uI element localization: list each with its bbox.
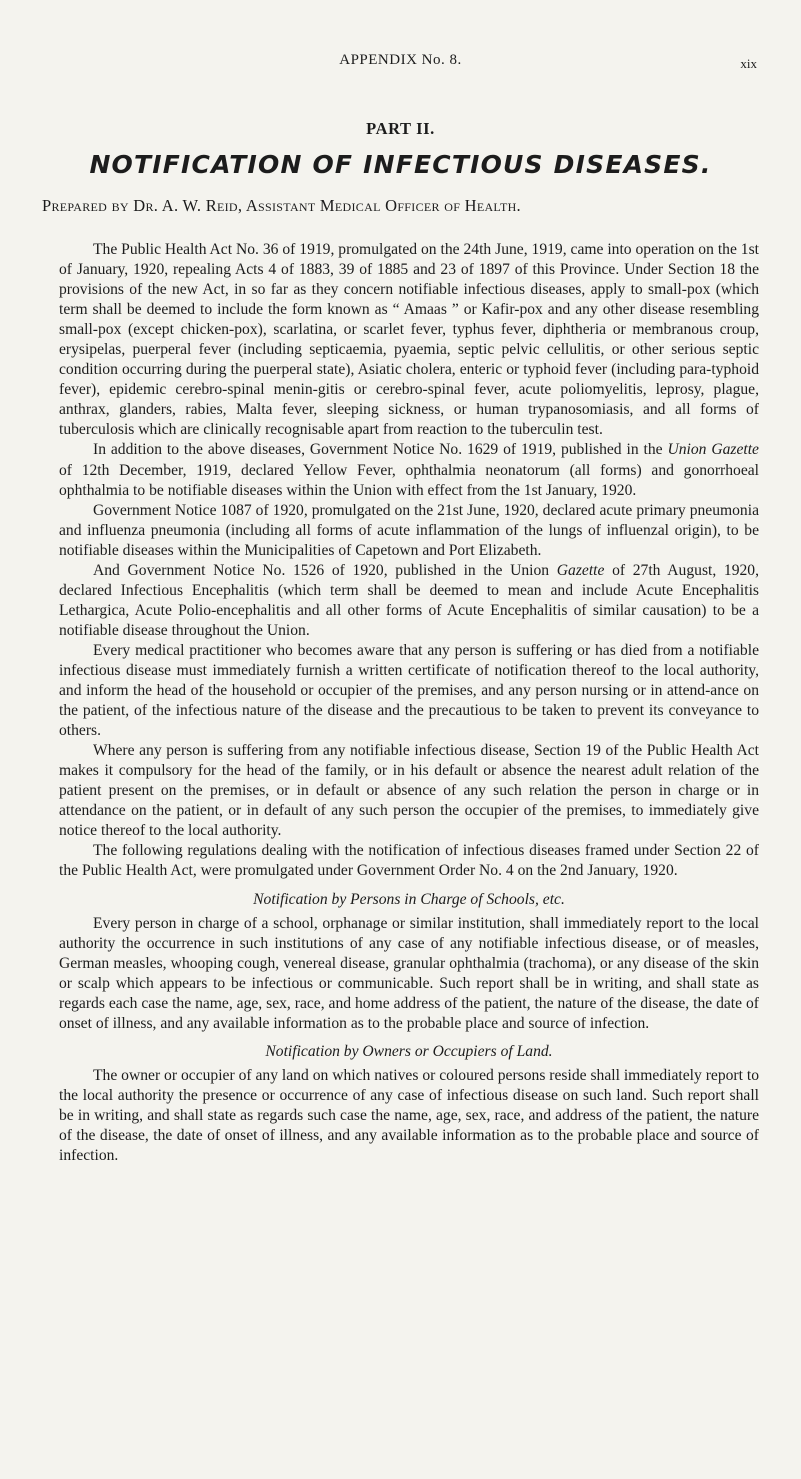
paragraph-section-19: Where any person is suffering from any notifiable infectious disease, Section 19 of the Public Health Act makes it compulsory for the head of the family, or in his default or absence the nearest adult relation of the patient present on the premises, or in default or absence of any such relation the person in charge or in attendance on the patient, or in default of any such person the occupier of the premises, to immediately give notice thereof to the local authority. xyxy=(59,742,759,840)
text-span: of 12th December, 1919, declared Yellow Fever, ophthalmia neonatorum (all forms) and gonorrhoeal ophthalmia to be notifiable diseases within the Union with effect from the 1st January, 1920. xyxy=(59,461,759,499)
paragraph-schools: Every person in charge of a school, orphanage or similar institution, shall immediately report to the local authority the occurrence in such institutions of any case of any notifiable infectious disease, or of measles, German measles, whooping cough, venereal disease, granular ophthalmia (trachoma), or any disease of the skin or scalp which appears to be infectious or communicable. Such report shall be in writing, and shall state as regards each case the name, age, sex, race, and home address of the patient, the nature of the disease, the date of onset of illness, and any available information as to the probable place and source of infection. xyxy=(59,914,759,1032)
page-number: xix xyxy=(740,56,757,71)
paragraph-public-health-act: The Public Health Act No. 36 of 1919, promulgated on the 24th June, 1919, came into operation on the 1st of January, 1920, repealing Acts 4 of 1883, 39 of 1885 and 23 of 1897 of this Province. Under Section 18 the provisions of the new Act, in so far as they concern notifiable infectious diseases, apply to small-pox (which term shall be deemed to include the form known as “ Amaas ” or Kafir-pox and any other disease resembling small-pox (except chicken-pox), scarlatina, or scarlet fever, typhus fever, diphtheria or membranous croup, erysipelas, puerperal fever (including septicaemia, pyaemia, septic pelvic cellulitis, or other serious septic condition occurring during the puerperal state), Asiatic cholera, enteric or typhoid fever (including para-typhoid fever), epidemic cerebro-spinal menin-gitis or cerebro-spinal fever, acute poliomyelitis, leprosy, plague, anthrax, glanders, rabies, Malta fever, sleeping sickness, or human trypanosomiasis, and all forms of tuberculosis which are clinically recognisable apart from reaction to the tuberculin test. xyxy=(59,241,759,439)
byline: Prepared by Dr. A. W. Reid, Assistant Medical Officer of Health. xyxy=(42,196,521,215)
paragraph-government-notice-1087: Government Notice 1087 of 1920, promulgated on the 21st June, 1920, declared acute primary pneumonia and influenza pneumonia (including all forms of acute inflammation of the lungs of influenzal origin), to be notifiable diseases within the Municipalities of Capetown and Port Elizabeth. xyxy=(59,501,759,559)
body-text xyxy=(59,240,759,1166)
text-span: of 27th August, 1920, declared Infectious Encephalitis (which term shall be deemed to mean and include Acute Encephalitis Lethargica, Acute Polio-encephalitis and all other forms of Acute Encephalitis of similar causation) to be a notifiable disease throughout the Union. xyxy=(59,561,759,639)
paragraph-land: The owner or occupier of any land on which natives or coloured persons reside shall immediately report to the local authority the presence or occurrence of any case of infectious disease on such land. Such report shall be in writing, and shall state as regards such case the name, age, sex, race, and address of the patient, the nature of the disease, the date of onset of illness, and any available information as to the probable place and source of infection. xyxy=(59,1066,759,1165)
paragraph-regulations: The following regulations dealing with the notification of infectious diseases framed under Section 22 of the Public Health Act, were promulgated under Government Order No. 4 on the 2nd January, 1920. xyxy=(59,842,759,880)
gazette-title: Gazette xyxy=(556,561,605,579)
subheading-land: Notification by Owners or Occupiers of Land. xyxy=(265,1042,553,1060)
subheading-schools: Notification by Persons in Charge of Schools, etc. xyxy=(253,890,565,908)
text-span: And Government Notice No. 1526 of 1920, published in the Union xyxy=(93,561,557,579)
page-title: NOTIFICATION OF INFECTIOUS DISEASES. xyxy=(89,150,712,179)
paragraph-government-notice-1526 xyxy=(59,561,759,641)
running-head: APPENDIX No. 8. xyxy=(339,52,462,68)
gazette-title: Union Gazette xyxy=(667,441,759,459)
paragraph-medical-practitioner: Every medical practitioner who becomes aware that any person is suffering or has died from a notifiable infectious disease must immediately furnish a written certificate of notification thereof to the local authority, and inform the head of the household or occupier of the premises, and any person nursing or in attend-ance on the patient, of the infectious nature of the disease and the precautious to be taken to prevent its conveyance to others. xyxy=(59,641,759,740)
part-heading: PART II. xyxy=(366,119,435,138)
text-span: In addition to the above diseases, Government Notice No. 1629 of 1919, published in the xyxy=(93,441,668,459)
paragraph-government-notice-1629 xyxy=(59,440,759,500)
